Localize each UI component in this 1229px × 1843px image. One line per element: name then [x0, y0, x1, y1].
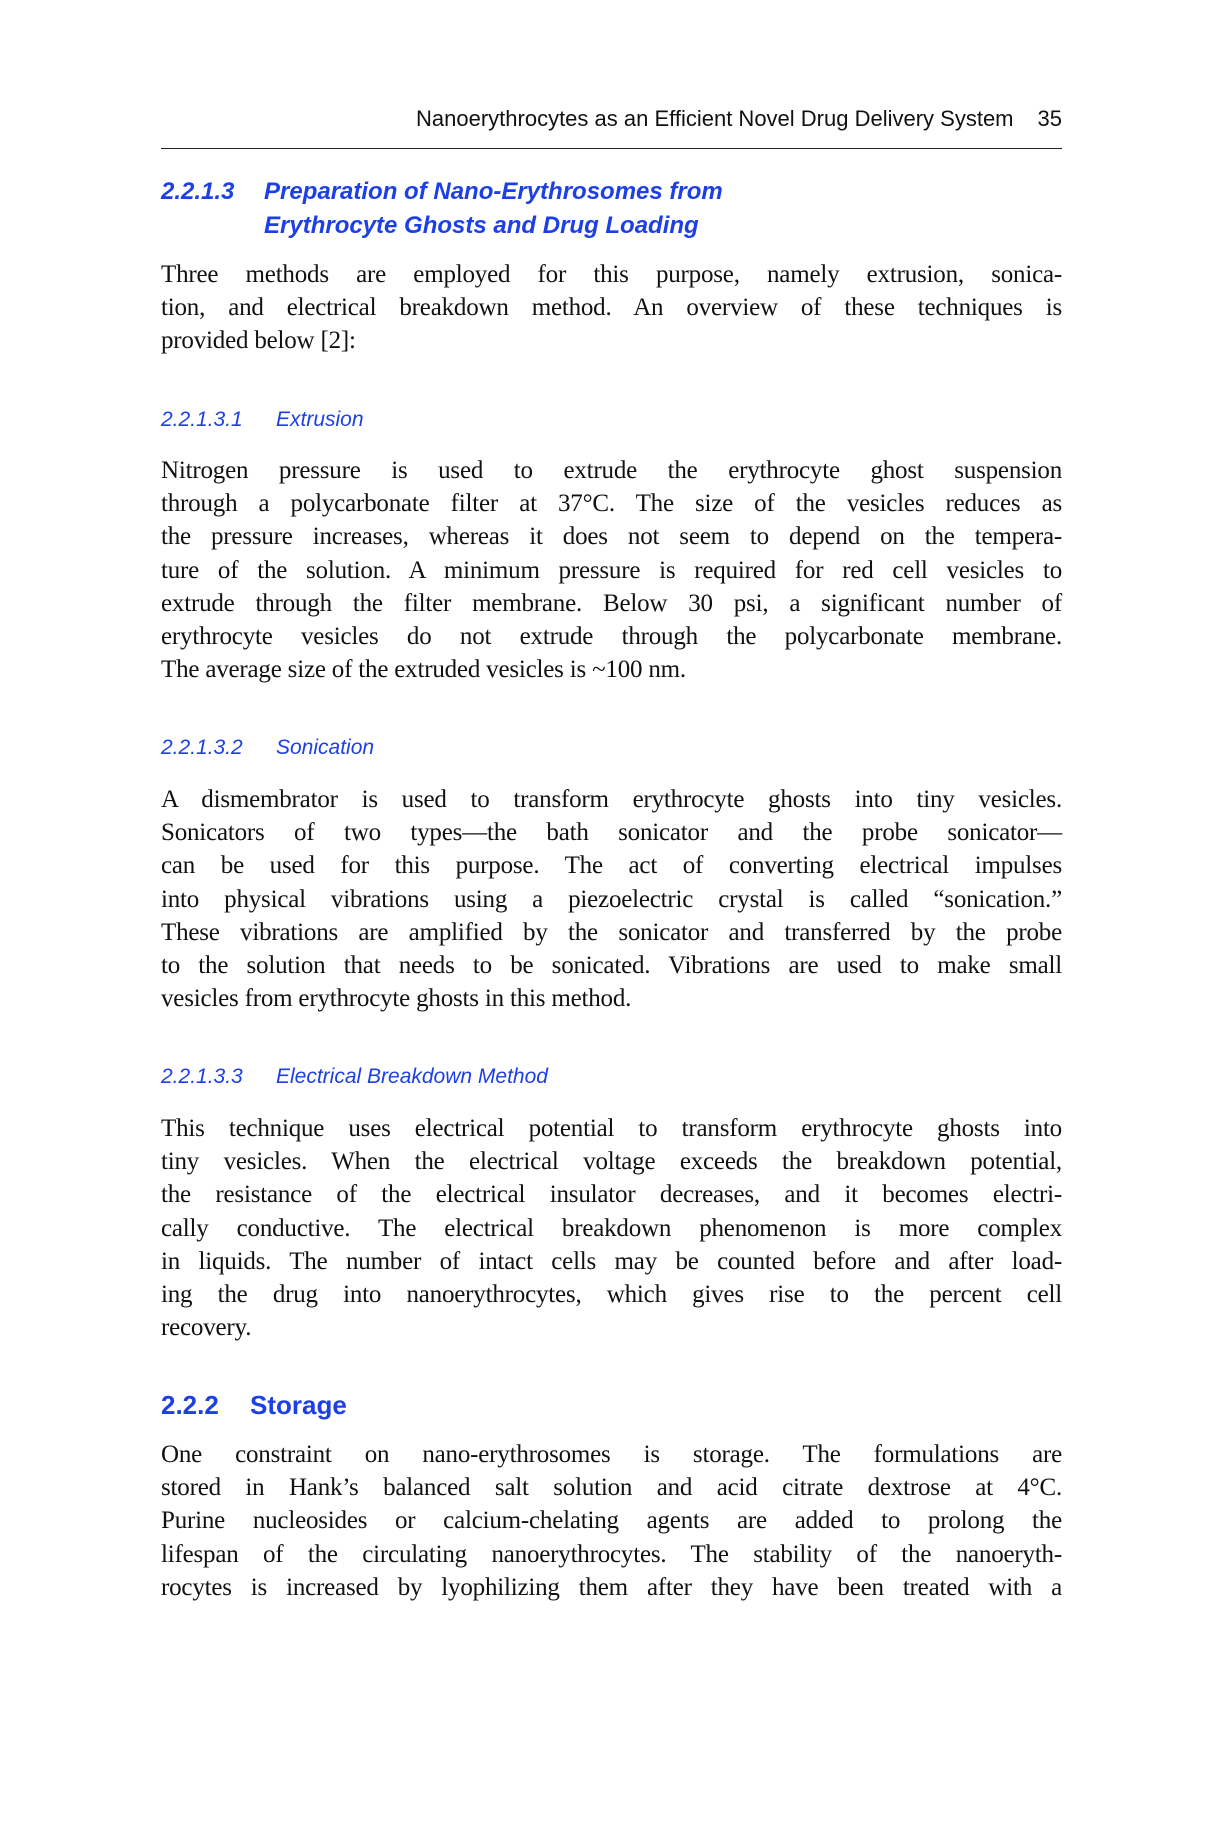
- section-title: Storage: [250, 1390, 347, 1420]
- section-title-line2: Erythrocyte Ghosts and Drug Loading: [264, 212, 699, 239]
- text-line: in liquids. The number of intact cells may be counted before and after load-: [161, 1247, 1062, 1275]
- text-line: provided below [2]:: [161, 327, 356, 355]
- section-heading-2213: [161, 175, 723, 243]
- text-line: Nitrogen pressure is used to extrude the erythrocyte ghost suspension: [161, 457, 1062, 484]
- text-line: recovery.: [161, 1314, 252, 1342]
- text-line: to the solution that needs to be sonicated. Vibrations are used to make small: [161, 952, 1062, 980]
- text-line: ing the drug into nanoerythrocytes, which gives rise to the percent cell: [161, 1281, 1062, 1309]
- text-line: rocytes is increased by lyophilizing them after they have been treated with a: [161, 1573, 1062, 1601]
- text-line: Three methods are employed for this purpose, namely extrusion, sonica-: [161, 261, 1062, 288]
- text-line: stored in Hank’s balanced salt solution and acid citrate dextrose at 4°C.: [161, 1474, 1062, 1502]
- text-line: erythrocyte vesicles do not extrude through the polycarbonate membrane.: [161, 623, 1062, 651]
- text-line: vesicles from erythrocyte ghosts in this method.: [161, 985, 632, 1013]
- running-header-title: Nanoerythrocytes as an Efficient Novel Drug Delivery System: [416, 106, 1014, 131]
- paragraph-intro: [161, 258, 1062, 358]
- paragraph-storage: [161, 1438, 1062, 1604]
- text-line: The average size of the extruded vesicles is ~100 nm.: [161, 656, 686, 684]
- section-number: 2.2.1.3: [161, 178, 235, 205]
- text-line: can be used for this purpose. The act of converting electrical impulses: [161, 852, 1062, 880]
- running-header: [161, 106, 1062, 132]
- subsection-number: 2.2.1.3.2: [161, 736, 243, 759]
- text-line: One constraint on nano-erythrosomes is storage. The formulations are: [161, 1441, 1062, 1468]
- subsection-heading-electrical-breakdown: [161, 1065, 548, 1089]
- subsection-title: Electrical Breakdown Method: [276, 1065, 548, 1088]
- paragraph-extrusion: [161, 454, 1062, 686]
- paragraph-sonication: [161, 783, 1062, 1015]
- header-rule: [161, 148, 1062, 149]
- subsection-heading-sonication: [161, 736, 374, 760]
- text-line: ture of the solution. A minimum pressure is required for red cell vesicles to: [161, 556, 1062, 584]
- text-line: Purine nucleosides or calcium-chelating agents are added to prolong the: [161, 1507, 1062, 1535]
- text-line: Sonicators of two types—the bath sonicator and the probe sonicator—: [161, 819, 1062, 847]
- text-line: into physical vibrations using a piezoelectric crystal is called “sonication.”: [161, 885, 1062, 913]
- text-line: A dismembrator is used to transform erythrocyte ghosts into tiny vesicles.: [161, 786, 1062, 813]
- text-line: tion, and electrical breakdown method. An overview of these techniques is: [161, 294, 1062, 322]
- section-number: 2.2.2: [161, 1390, 219, 1420]
- text-line: the resistance of the electrical insulator decreases, and it becomes electri-: [161, 1181, 1062, 1209]
- section-heading-storage: [161, 1390, 347, 1421]
- text-line: tiny vesicles. When the electrical voltage exceeds the breakdown potential,: [161, 1148, 1062, 1176]
- subsection-heading-extrusion: [161, 408, 364, 432]
- text-line: extrude through the filter membrane. Below 30 psi, a significant number of: [161, 589, 1062, 617]
- paragraph-electrical-breakdown: [161, 1112, 1062, 1344]
- section-title-line1: Preparation of Nano-Erythrosomes from: [264, 178, 723, 205]
- subsection-number: 2.2.1.3.3: [161, 1065, 243, 1088]
- subsection-title: Sonication: [276, 736, 375, 759]
- text-line: These vibrations are amplified by the sonicator and transferred by the probe: [161, 918, 1062, 946]
- subsection-title: Extrusion: [276, 408, 364, 431]
- page-number: 35: [1037, 106, 1062, 131]
- text-line: through a polycarbonate filter at 37°C. The size of the vesicles reduces as: [161, 490, 1062, 518]
- text-line: This technique uses electrical potential to transform erythrocyte ghosts into: [161, 1115, 1062, 1142]
- subsection-number: 2.2.1.3.1: [161, 408, 243, 431]
- text-line: cally conductive. The electrical breakdown phenomenon is more complex: [161, 1214, 1062, 1242]
- text-line: lifespan of the circulating nanoerythrocytes. The stability of the nanoeryth-: [161, 1540, 1062, 1568]
- text-line: the pressure increases, whereas it does not seem to depend on the tempera-: [161, 523, 1062, 551]
